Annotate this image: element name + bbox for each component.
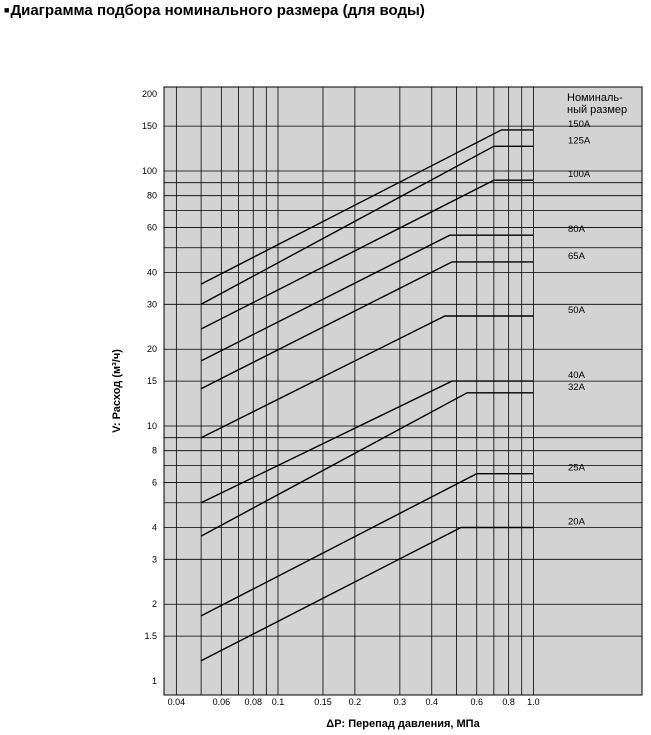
y-tick-label: 1 bbox=[151, 676, 157, 686]
y-axis-label: V: Расход (м³/ч) bbox=[111, 349, 123, 433]
series-label: 40A bbox=[568, 370, 585, 382]
x-tick-label: 0.06 bbox=[212, 697, 231, 707]
y-tick-label: 80 bbox=[146, 190, 157, 201]
y-tick-label: 10 bbox=[146, 421, 157, 431]
x-tick-label: 0.04 bbox=[167, 697, 186, 707]
legend-title-line: ный размер bbox=[567, 104, 628, 116]
y-tick-label: 60 bbox=[146, 222, 157, 233]
series-label: 80A bbox=[568, 224, 585, 236]
y-tick-label: 8 bbox=[151, 445, 157, 456]
x-tick-label: 0.3 bbox=[393, 697, 407, 707]
y-tick-label: 200 bbox=[141, 89, 157, 100]
y-tick-label: 40 bbox=[146, 267, 157, 278]
x-tick-label: 0.1 bbox=[271, 697, 285, 707]
series-label: 125A bbox=[568, 135, 591, 147]
series-label: 32A bbox=[568, 381, 585, 393]
y-tick-labels bbox=[142, 89, 157, 686]
y-tick-label: 15 bbox=[146, 376, 157, 387]
series-label: 65A bbox=[568, 250, 585, 262]
x-tick-label: 0.15 bbox=[314, 697, 332, 707]
x-tick-label: 0.6 bbox=[470, 697, 483, 707]
series-label: 100A bbox=[568, 169, 591, 181]
x-tick-label: 0.4 bbox=[425, 697, 439, 707]
title-bullet: ■ bbox=[4, 5, 10, 15]
series-label: 50A bbox=[568, 305, 585, 317]
x-tick-labels bbox=[168, 697, 540, 707]
series-label: 25A bbox=[568, 462, 585, 474]
chart-title-text: Диаграмма подбора номинального размера (для воды) bbox=[10, 2, 425, 19]
y-tick-label: 30 bbox=[146, 299, 157, 310]
y-tick-label: 2 bbox=[151, 599, 157, 610]
y-tick-label: 6 bbox=[151, 477, 157, 488]
y-tick-label: 20 bbox=[146, 344, 157, 355]
series-label: 20A bbox=[568, 516, 585, 528]
y-tick-label: 3 bbox=[151, 554, 157, 565]
y-tick-label: 150 bbox=[141, 121, 157, 132]
x-tick-label: 0.2 bbox=[348, 697, 362, 707]
y-tick-label: 100 bbox=[141, 166, 157, 176]
x-tick-label: 0.08 bbox=[244, 697, 263, 707]
y-tick-label: 1.5 bbox=[144, 631, 157, 642]
series-label: 150A bbox=[568, 118, 591, 130]
y-tick-label: 4 bbox=[151, 522, 157, 533]
x-tick-label: 0.8 bbox=[502, 697, 515, 707]
legend-title bbox=[567, 92, 627, 116]
legend-title-line: Номиналь- bbox=[567, 92, 623, 104]
x-axis-label: ΔP: Перепад давления, МПа bbox=[326, 718, 480, 730]
x-tick-label: 1.0 bbox=[527, 697, 540, 707]
